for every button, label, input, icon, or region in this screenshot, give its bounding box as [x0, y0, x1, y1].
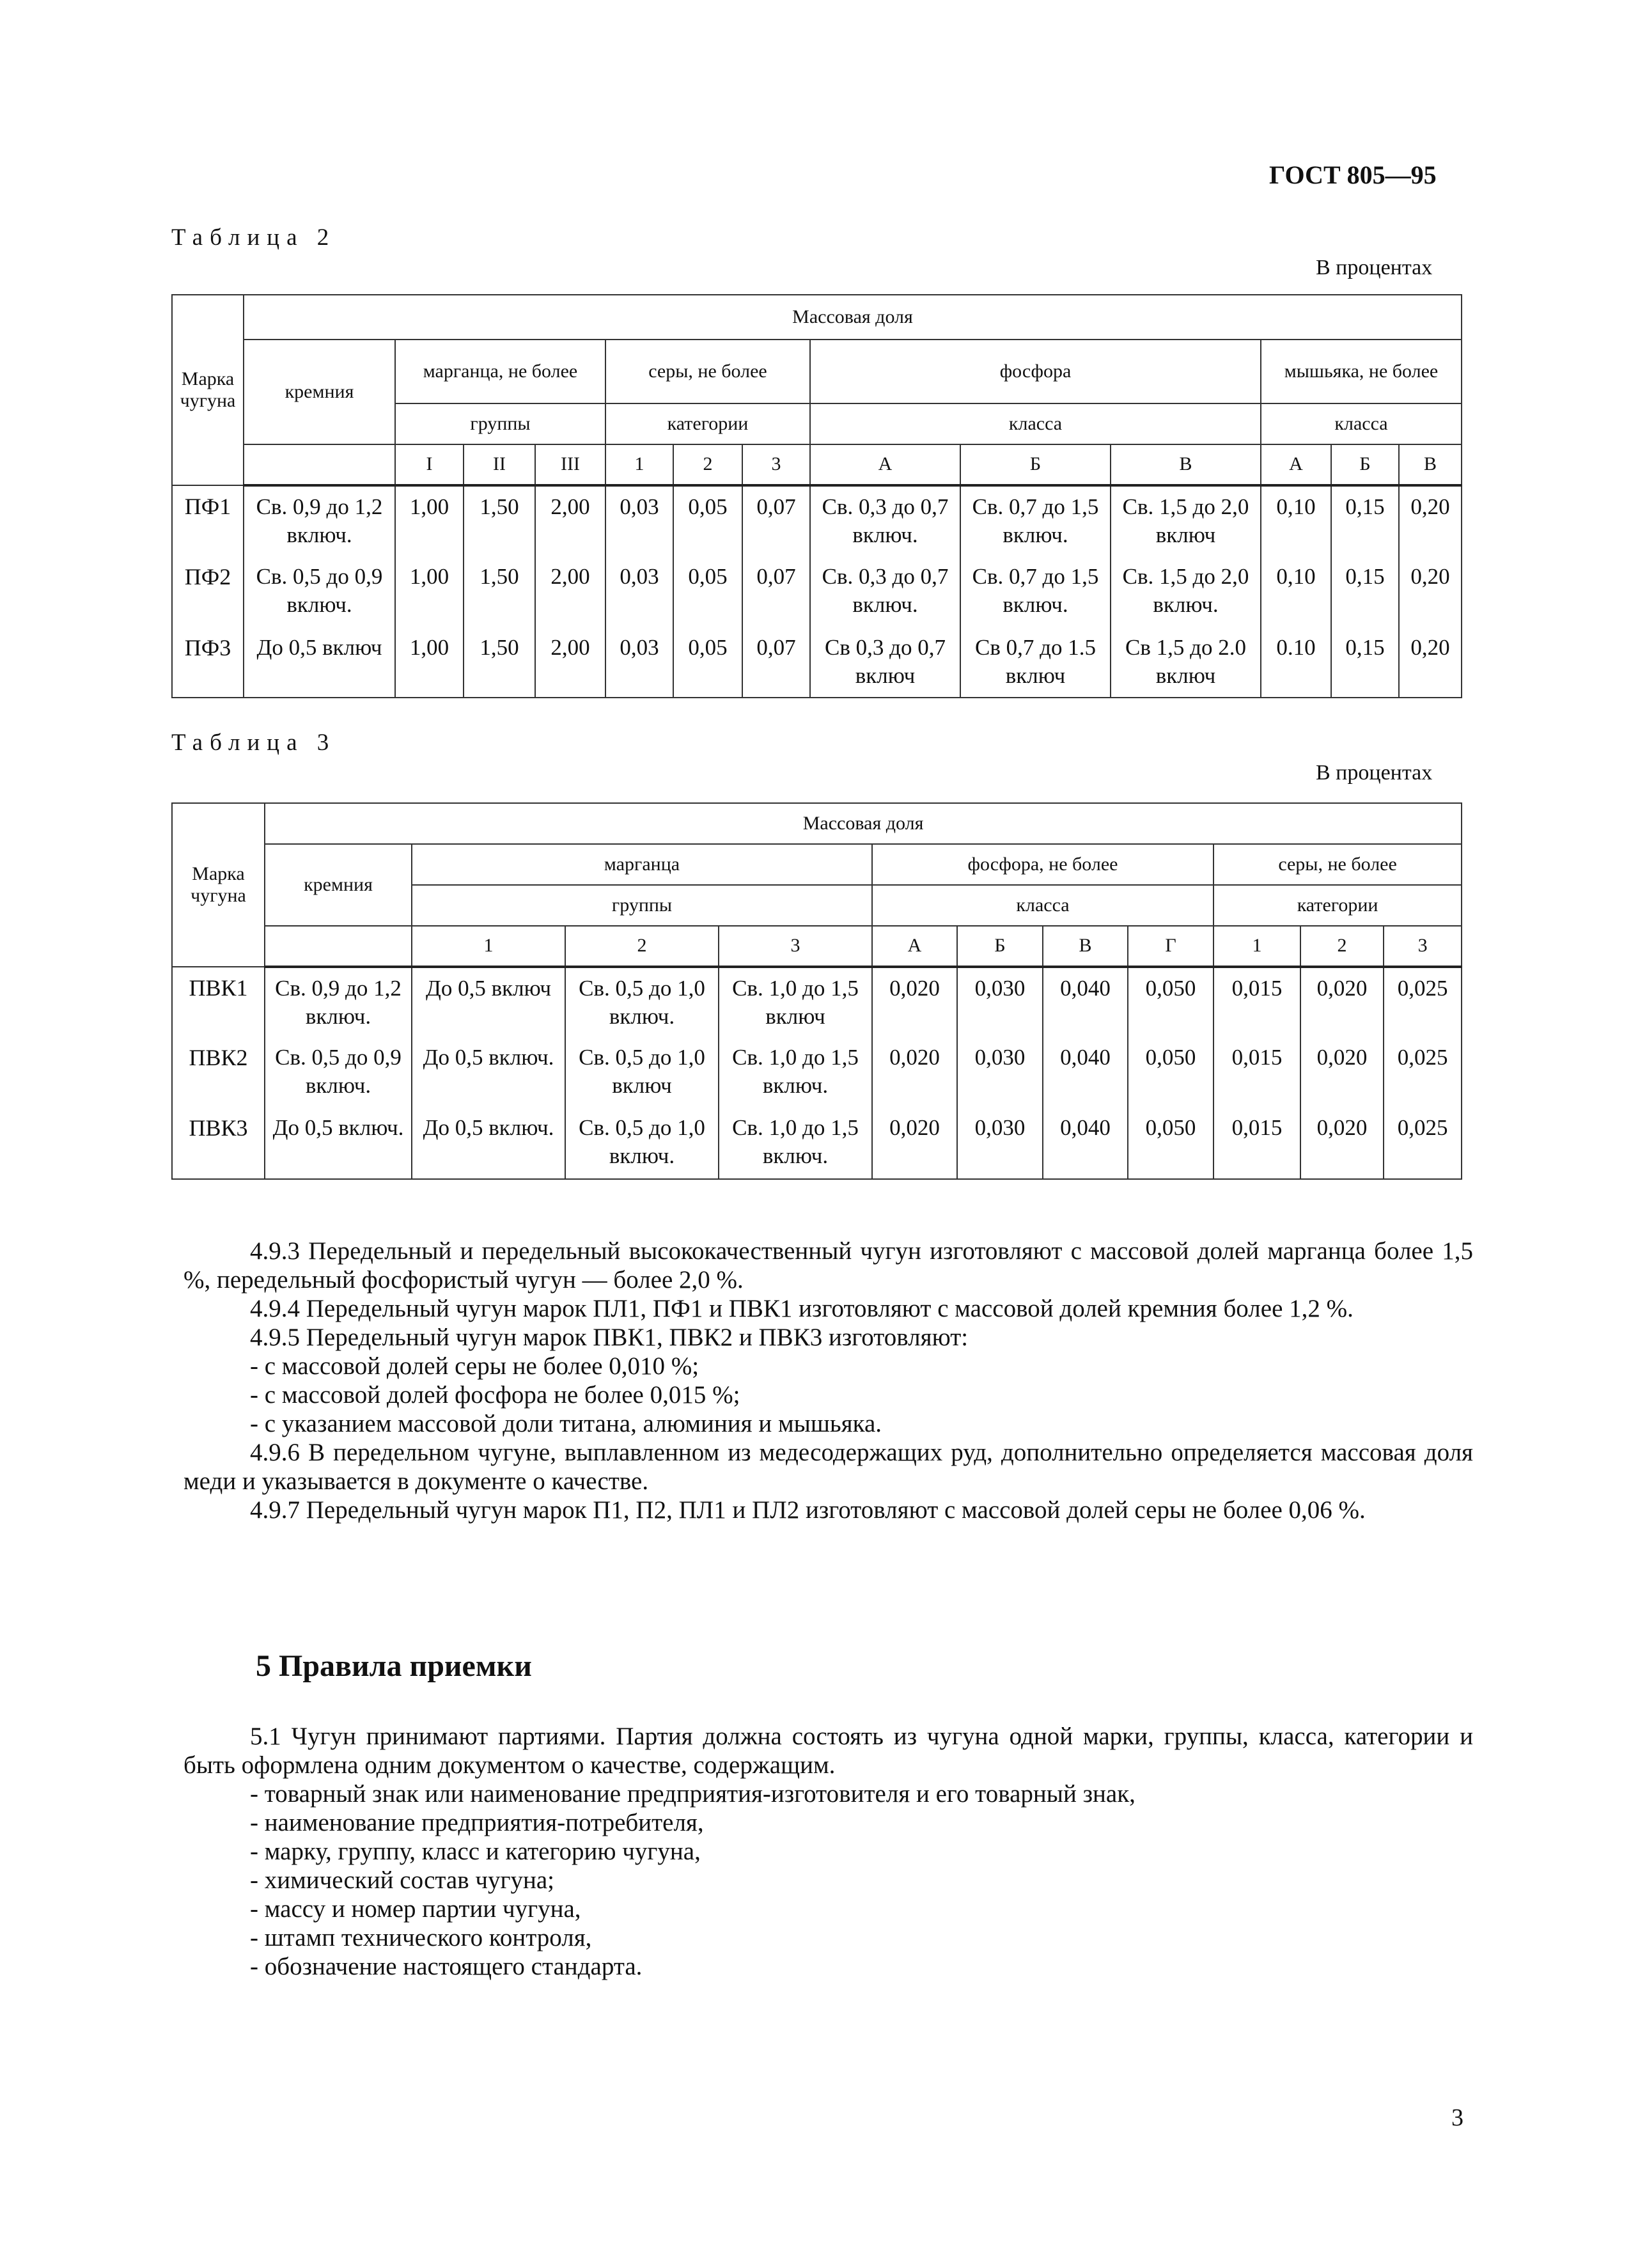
table2-cell: ПФ1 — [172, 485, 244, 556]
table3-cell: 0,020 — [1300, 1037, 1384, 1107]
table3-cell: 0,015 — [1213, 1037, 1300, 1107]
table3-cell: Св. 0,5 до 0,9 включ. — [265, 1037, 412, 1107]
table3-subheader: 3 — [1384, 926, 1462, 967]
table3-cell: Св. 0,5 до 1,0 включ. — [565, 1107, 719, 1179]
clause-4-9-5: 4.9.5 Передельный чугун марок ПВК1, ПВК2 и ПВК3 изготовляют: — [250, 1324, 969, 1351]
table2-subheader: 2 — [673, 444, 742, 485]
table3-header-sulfur: серы, не более — [1213, 844, 1462, 885]
table2-unit: В процентах — [1316, 256, 1433, 279]
table2-cell: ПФ3 — [172, 627, 244, 698]
table2-cell: 1,50 — [464, 627, 535, 698]
clause-4-9-6: 4.9.6 В передельном чугуне, выплавленном из медесодержащих руд, дополнительно определяется массовая доля меди и указывается в документе о качестве. — [183, 1439, 1473, 1495]
clause-5-1-text — [183, 1722, 1473, 1981]
table2-cell: 2,00 — [535, 485, 605, 556]
table3-cell: 0,040 — [1043, 1037, 1128, 1107]
table2-cell: Св 0,7 до 1.5 включ — [960, 627, 1111, 698]
list-item: - с указанием массовой доли титана, алюминия и мышьяка. — [250, 1410, 882, 1437]
table3-cell: До 0,5 включ. — [412, 1037, 565, 1107]
table2-header-groups: группы — [395, 403, 605, 444]
table3-subheader: 2 — [565, 926, 719, 967]
table3-header-classes: класса — [872, 885, 1213, 926]
table3-subheader: Б — [957, 926, 1043, 967]
table3-cell: 0,020 — [1300, 1107, 1384, 1179]
list-item: - наименование предприятия-потребителя, — [250, 1809, 704, 1836]
table2-subheader: 1 — [605, 444, 673, 485]
table3-header-silicon: кремния — [265, 844, 412, 926]
table2-cell: 0,15 — [1331, 556, 1399, 627]
list-item: - обозначение настоящего стандарта. — [250, 1953, 643, 1980]
table2-cell: Св 0,3 до 0,7 включ — [810, 627, 960, 698]
table3-cell: До 0,5 включ. — [265, 1107, 412, 1179]
table2-cell: Св. 0,7 до 1,5 включ. — [960, 556, 1111, 627]
table3-cell: 0,020 — [872, 967, 957, 1037]
table3-cell: ПВК1 — [172, 967, 265, 1037]
table2-header-arsenic: мышьяка, не более — [1261, 340, 1462, 403]
table3-cell: До 0,5 включ. — [412, 1107, 565, 1179]
table2-header-sulfur: серы, не более — [605, 340, 810, 403]
table2-cell: 1,50 — [464, 485, 535, 556]
table2-cell: 0,07 — [742, 485, 810, 556]
table2-header-mass-fraction: Массовая доля — [244, 295, 1462, 340]
table2-subheader: II — [464, 444, 535, 485]
clause-4-9-3: 4.9.3 Передельный и передельный высококачественный чугун изготовляют с массовой долей марганца более 1,5 %, передельный фосфористый чугун — более 2,0 %. — [183, 1237, 1473, 1294]
table3-cell: 0,025 — [1384, 1037, 1462, 1107]
table3-cell: Св. 1,0 до 1,5 включ. — [719, 1107, 872, 1179]
table2-cell: Св. 0,5 до 0,9 включ. — [244, 556, 395, 627]
table3-cell: Св. 0,9 до 1,2 включ. — [265, 967, 412, 1037]
table-row — [172, 967, 1462, 1037]
table2-header-class-as: класса — [1261, 403, 1462, 444]
table2-subheader: Б — [960, 444, 1111, 485]
table3-cell: 0,015 — [1213, 1107, 1300, 1179]
table2-subheader: Б — [1331, 444, 1399, 485]
table3-cell: 0,050 — [1128, 1037, 1213, 1107]
table3-header-phosphorus: фосфора, не более — [872, 844, 1213, 885]
table2-header-brand: Марка чугуна — [172, 295, 244, 485]
table2-cell: 0,05 — [673, 556, 742, 627]
table2-subheader: А — [810, 444, 960, 485]
table2-cell: Св 1,5 до 2.0 включ — [1111, 627, 1261, 698]
page-number: 3 — [1451, 2104, 1463, 2131]
table3-cell: Св. 1,0 до 1,5 включ. — [719, 1037, 872, 1107]
table2-subheader: 3 — [742, 444, 810, 485]
table2-cell: 0,03 — [605, 485, 673, 556]
table2-subheader: В — [1111, 444, 1261, 485]
table2-cell: Св. 0,7 до 1,5 включ. — [960, 485, 1111, 556]
section-heading: 5 Правила приемки — [256, 1649, 532, 1683]
table2-cell: Св. 0,3 до 0,7 включ. — [810, 485, 960, 556]
table3-cell: 0,030 — [957, 967, 1043, 1037]
table2-header-class-p: класса — [810, 403, 1261, 444]
table3-cell: 0,030 — [957, 1037, 1043, 1107]
table2-cell: 0,03 — [605, 627, 673, 698]
table3-subheader: Г — [1128, 926, 1213, 967]
table3-header-brand: Марка чугуна — [172, 803, 265, 967]
table3-cell: 0,025 — [1384, 967, 1462, 1037]
table2-cell: Св. 0,9 до 1,2 включ. — [244, 485, 395, 556]
table3-cell: ПВК3 — [172, 1107, 265, 1179]
table2-subheader: В — [1399, 444, 1462, 485]
table2-cell: Св. 1,5 до 2,0 включ — [1111, 485, 1261, 556]
table2-cell: 0,05 — [673, 485, 742, 556]
table2-cell: 0,20 — [1399, 556, 1462, 627]
table3-cell: Св. 0,5 до 1,0 включ — [565, 1037, 719, 1107]
table2-cell: 1,50 — [464, 556, 535, 627]
table-row — [172, 1037, 1462, 1107]
table2-cell: 2,00 — [535, 627, 605, 698]
table3-cell: До 0,5 включ — [412, 967, 565, 1037]
table3-subheader: 2 — [1300, 926, 1384, 967]
table2-subheader-empty — [244, 444, 395, 485]
table2-cell: 0,07 — [742, 556, 810, 627]
table2-header-phosphorus: фосфора — [810, 340, 1261, 403]
table3-cell: 0,040 — [1043, 1107, 1128, 1179]
table3-header-mass-fraction: Массовая доля — [265, 803, 1462, 844]
table2-subheader: I — [395, 444, 464, 485]
table-row — [172, 556, 1462, 627]
table3-cell: ПВК2 — [172, 1037, 265, 1107]
table3-cell: 0,020 — [1300, 967, 1384, 1037]
table3-subheader: А — [872, 926, 957, 967]
list-item: - с массовой долей фосфора не более 0,015 %; — [250, 1381, 740, 1409]
table2-cell: Св. 0,3 до 0,7 включ. — [810, 556, 960, 627]
table2-subheader: А — [1261, 444, 1331, 485]
table2-cell: 0,20 — [1399, 485, 1462, 556]
table2-cell: 0,15 — [1331, 485, 1399, 556]
list-item: - массу и номер партии чугуна, — [250, 1895, 581, 1923]
table3-cell: Св. 1,0 до 1,5 включ — [719, 967, 872, 1037]
table-row — [172, 485, 1462, 556]
table2-cell: Св. 1,5 до 2,0 включ. — [1111, 556, 1261, 627]
table2-cell: 0,05 — [673, 627, 742, 698]
table3-cell: 0,040 — [1043, 967, 1128, 1037]
clause-4-9-7: 4.9.7 Передельный чугун марок П1, П2, ПЛ1 и ПЛ2 изготовляют с массовой долей серы не более 0,06 %. — [250, 1496, 1366, 1524]
clause-5-1: 5.1 Чугун принимают партиями. Партия должна состоять из чугуна одной марки, группы, класса, категории и быть оформлена одним документом о качестве, содержащим. — [183, 1723, 1473, 1779]
table2-header-categories: категории — [605, 403, 810, 444]
table2-subheader: III — [535, 444, 605, 485]
table3-cell: 0,050 — [1128, 967, 1213, 1037]
table3-cell: 0,015 — [1213, 967, 1300, 1037]
document-code: ГОСТ 805—95 — [1269, 160, 1437, 189]
table2-cell: 0,03 — [605, 556, 673, 627]
list-item: - товарный знак или наименование предприятия-изготовителя и его товарный знак, — [250, 1780, 1135, 1808]
table2-header-silicon: кремния — [244, 340, 395, 444]
table3-subheader: 1 — [412, 926, 565, 967]
table3-title: Таблица 3 — [171, 730, 336, 756]
table3-subheader: 3 — [719, 926, 872, 967]
table3-cell: 0,020 — [872, 1107, 957, 1179]
clause-4-9-4: 4.9.4 Передельный чугун марок ПЛ1, ПФ1 и ПВК1 изготовляют с массовой долей кремния более 1,2 %. — [250, 1295, 1354, 1322]
table2-cell: 2,00 — [535, 556, 605, 627]
table2-cell: 0,10 — [1261, 556, 1331, 627]
table3-header-categories: категории — [1213, 885, 1462, 926]
table2-cell: 0,15 — [1331, 627, 1399, 698]
table3-cell: 0,020 — [872, 1037, 957, 1107]
table2-header-manganese: марганца, не более — [395, 340, 605, 403]
table3-cell: 0,030 — [957, 1107, 1043, 1179]
table2-cell: 0,20 — [1399, 627, 1462, 698]
table2 — [171, 294, 1462, 698]
table2-title: Таблица 2 — [171, 224, 336, 251]
table-row — [172, 1107, 1462, 1179]
list-item: - с массовой долей серы не более 0,010 %; — [250, 1352, 699, 1380]
list-item: - марку, группу, класс и категорию чугуна, — [250, 1838, 701, 1865]
table3-subheader: В — [1043, 926, 1128, 967]
table2-cell: ПФ2 — [172, 556, 244, 627]
clause-4-9-text — [183, 1237, 1473, 1524]
table3-unit: В процентах — [1316, 761, 1433, 785]
table2-cell: До 0,5 включ — [244, 627, 395, 698]
table3-cell: Св. 0,5 до 1,0 включ. — [565, 967, 719, 1037]
table3-subheader-empty — [265, 926, 412, 967]
table2-cell: 1,00 — [395, 485, 464, 556]
table3 — [171, 802, 1462, 1180]
list-item: - химический состав чугуна; — [250, 1866, 555, 1894]
table3-cell: 0,025 — [1384, 1107, 1462, 1179]
table2-cell: 1,00 — [395, 627, 464, 698]
table2-cell: 0.10 — [1261, 627, 1331, 698]
list-item: - штамп технического контроля, — [250, 1924, 592, 1951]
table3-header-groups: группы — [412, 885, 872, 926]
table2-cell: 0,07 — [742, 627, 810, 698]
table2-cell: 1,00 — [395, 556, 464, 627]
table3-cell: 0,050 — [1128, 1107, 1213, 1179]
table-row — [172, 627, 1462, 698]
table3-header-manganese: марганца — [412, 844, 872, 885]
table2-cell: 0,10 — [1261, 485, 1331, 556]
table3-subheader: 1 — [1213, 926, 1300, 967]
